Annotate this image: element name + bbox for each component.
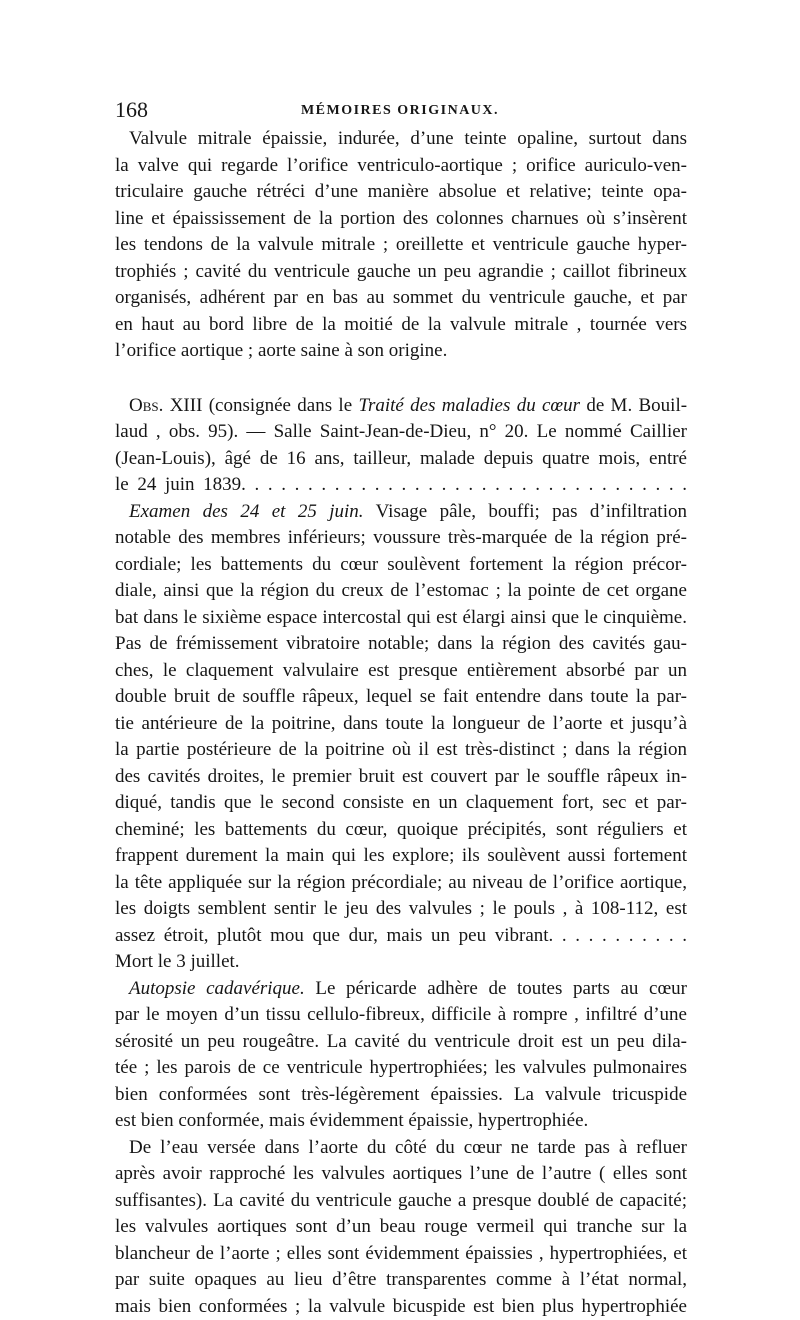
text-line: après avoir rapproché les valvules aortiques l’une de l’autre ( elles sont: [115, 1161, 687, 1188]
observation-xiii: [115, 393, 687, 499]
autopsie-heading-line: [115, 976, 687, 1003]
text-line: diqué, tandis que le second consiste en un claquement fort, sec et par-: [115, 790, 687, 817]
observation-heading-line: [115, 393, 687, 420]
text-line: laud , obs. 95). — Salle Saint-Jean-de-Dieu, n° 20. Le nommé Caillier: [115, 419, 687, 446]
text-line: (Jean-Louis), âgé de 16 ans, tailleur, malade depuis quatre mois, entré: [115, 446, 687, 473]
text-line: bien conformées sont très-légèrement épaissies. La valvule tricuspide: [115, 1082, 687, 1109]
text-line: Mort le 3 juillet.: [115, 949, 687, 976]
page-number: 168: [115, 96, 148, 124]
text-line: tie antérieure de la poitrine, dans toute la longueur de l’aorte et jusqu’à: [115, 711, 687, 738]
text-line: la tête appliquée sur la région précordiale; au niveau de l’orifice aortique,: [115, 870, 687, 897]
examen-section: [115, 499, 687, 976]
obs-number: XIII (consignée dans le: [170, 395, 352, 416]
text-line: cordiale; les battements du cœur soulèvent fortement la région précor-: [115, 552, 687, 579]
text-line: la partie postérieure de la poitrine où il est très-distinct ; dans la région: [115, 737, 687, 764]
obs-label: Obs.: [129, 395, 163, 416]
autopsie-section: [115, 976, 687, 1135]
autopsie-heading: Autopsie cadavérique.: [129, 978, 305, 999]
text-line: notable des membres inférieurs; voussure très-marquée de la région pré-: [115, 525, 687, 552]
text-line: Pas de frémissement vibratoire notable; dans la région des cavités gau-: [115, 631, 687, 658]
examen-heading-line: [115, 499, 687, 526]
text-line: sérosité un peu rougeâtre. La cavité du ventricule droit est un peu dila-: [115, 1029, 687, 1056]
text-line: diale, ainsi que la région du creux de l’estomac ; la pointe de cet organe: [115, 578, 687, 605]
text-line: De l’eau versée dans l’aorte du côté du cœur ne tarde pas à refluer: [115, 1135, 687, 1162]
text-line: par le moyen d’un tissu cellulo-fibreux, difficile à rompre , infiltré d’une: [115, 1002, 687, 1029]
treatise-title: Traité des maladies du cœur: [358, 395, 580, 416]
examen-heading: Examen des 24 et 25 juin.: [129, 501, 364, 522]
text-line: les doigts semblent sentir le jeu des valvules ; le pouls , à 108-112, est: [115, 896, 687, 923]
text-line: l’orifice aortique ; aorte saine à son origine.: [115, 338, 687, 365]
paragraph-gap: [115, 365, 687, 393]
autopsie-first-text: Le péricarde adhère de toutes parts au cœur: [315, 978, 687, 999]
text-line: frappent durement la main qui les explore; ils soulèvent aussi fortement: [115, 843, 687, 870]
text-line: le 24 juin 1839. . . . . . . . . . . . . . . . . . . . . . . . . . . . . . . . . .: [115, 472, 687, 499]
text-line: organisés, adhérent par en bas au sommet du ventricule gauche, et par: [115, 285, 687, 312]
obs-author: de M. Bouil-: [586, 395, 687, 416]
text-line: assez étroit, plutôt mou que dur, mais un peu vibrant. . . . . . . . . . .: [115, 923, 687, 950]
text-line: double bruit de souffle râpeux, lequel se fait entendre dans toute la par-: [115, 684, 687, 711]
text-line: cheminé; les battements du cœur, quoique précipités, sont réguliers et: [115, 817, 687, 844]
text-line: par suite opaques au lieu d’être transparentes comme à l’état normal,: [115, 1267, 687, 1294]
paragraph-valvule-mitrale: [115, 126, 687, 365]
text-line: triculaire gauche rétréci d’une manière absolue et relative; teinte opa-: [115, 179, 687, 206]
running-head: MÉMOIRES ORIGINAUX.: [115, 98, 685, 124]
text-line: suffisantes). La cavité du ventricule gauche a presque doublé de capacité;: [115, 1188, 687, 1215]
text-line: bat dans le sixième espace intercostal qui est élargi ainsi que le cinquième.: [115, 605, 687, 632]
text-line: les valvules aortiques sont d’un beau rouge vermeil qui tranche sur la: [115, 1214, 687, 1241]
text-line: la valve qui regarde l’orifice ventriculo-aortique ; orifice auriculo-ven-: [115, 153, 687, 180]
text-line: trophiés ; cavité du ventricule gauche un peu agrandie ; caillot fibrineux: [115, 259, 687, 286]
examen-first-text: Visage pâle, bouffi; pas d’infiltration: [376, 501, 687, 522]
page-body: [115, 126, 687, 1320]
text-line: les tendons de la valvule mitrale ; oreillette et ventricule gauche hyper-: [115, 232, 687, 259]
text-line: des cavités droites, le premier bruit est couvert par le souffle râpeux in-: [115, 764, 687, 791]
text-line: line et épaississement de la portion des colonnes charnues où s’insèrent: [115, 206, 687, 233]
text-line: ches, le claquement valvulaire est presque entièrement absorbé par un: [115, 658, 687, 685]
text-line: est bien conformée, mais évidemment épaissie, hypertrophiée.: [115, 1108, 687, 1135]
page-header: [115, 96, 685, 124]
text-line: tée ; les parois de ce ventricule hypertrophiées; les valvules pulmonaires: [115, 1055, 687, 1082]
text-line: en haut au bord libre de la moitié de la valvule mitrale , tournée vers: [115, 312, 687, 339]
paragraph-eau-versee: [115, 1135, 687, 1320]
text-line: Valvule mitrale épaissie, indurée, d’une teinte opaline, surtout dans: [115, 126, 687, 153]
text-line: mais bien conformées ; la valvule bicuspide est bien plus hypertrophiée: [115, 1294, 687, 1320]
text-line: blancheur de l’aorte ; elles sont évidemment épaissies , hypertrophiées, et: [115, 1241, 687, 1268]
